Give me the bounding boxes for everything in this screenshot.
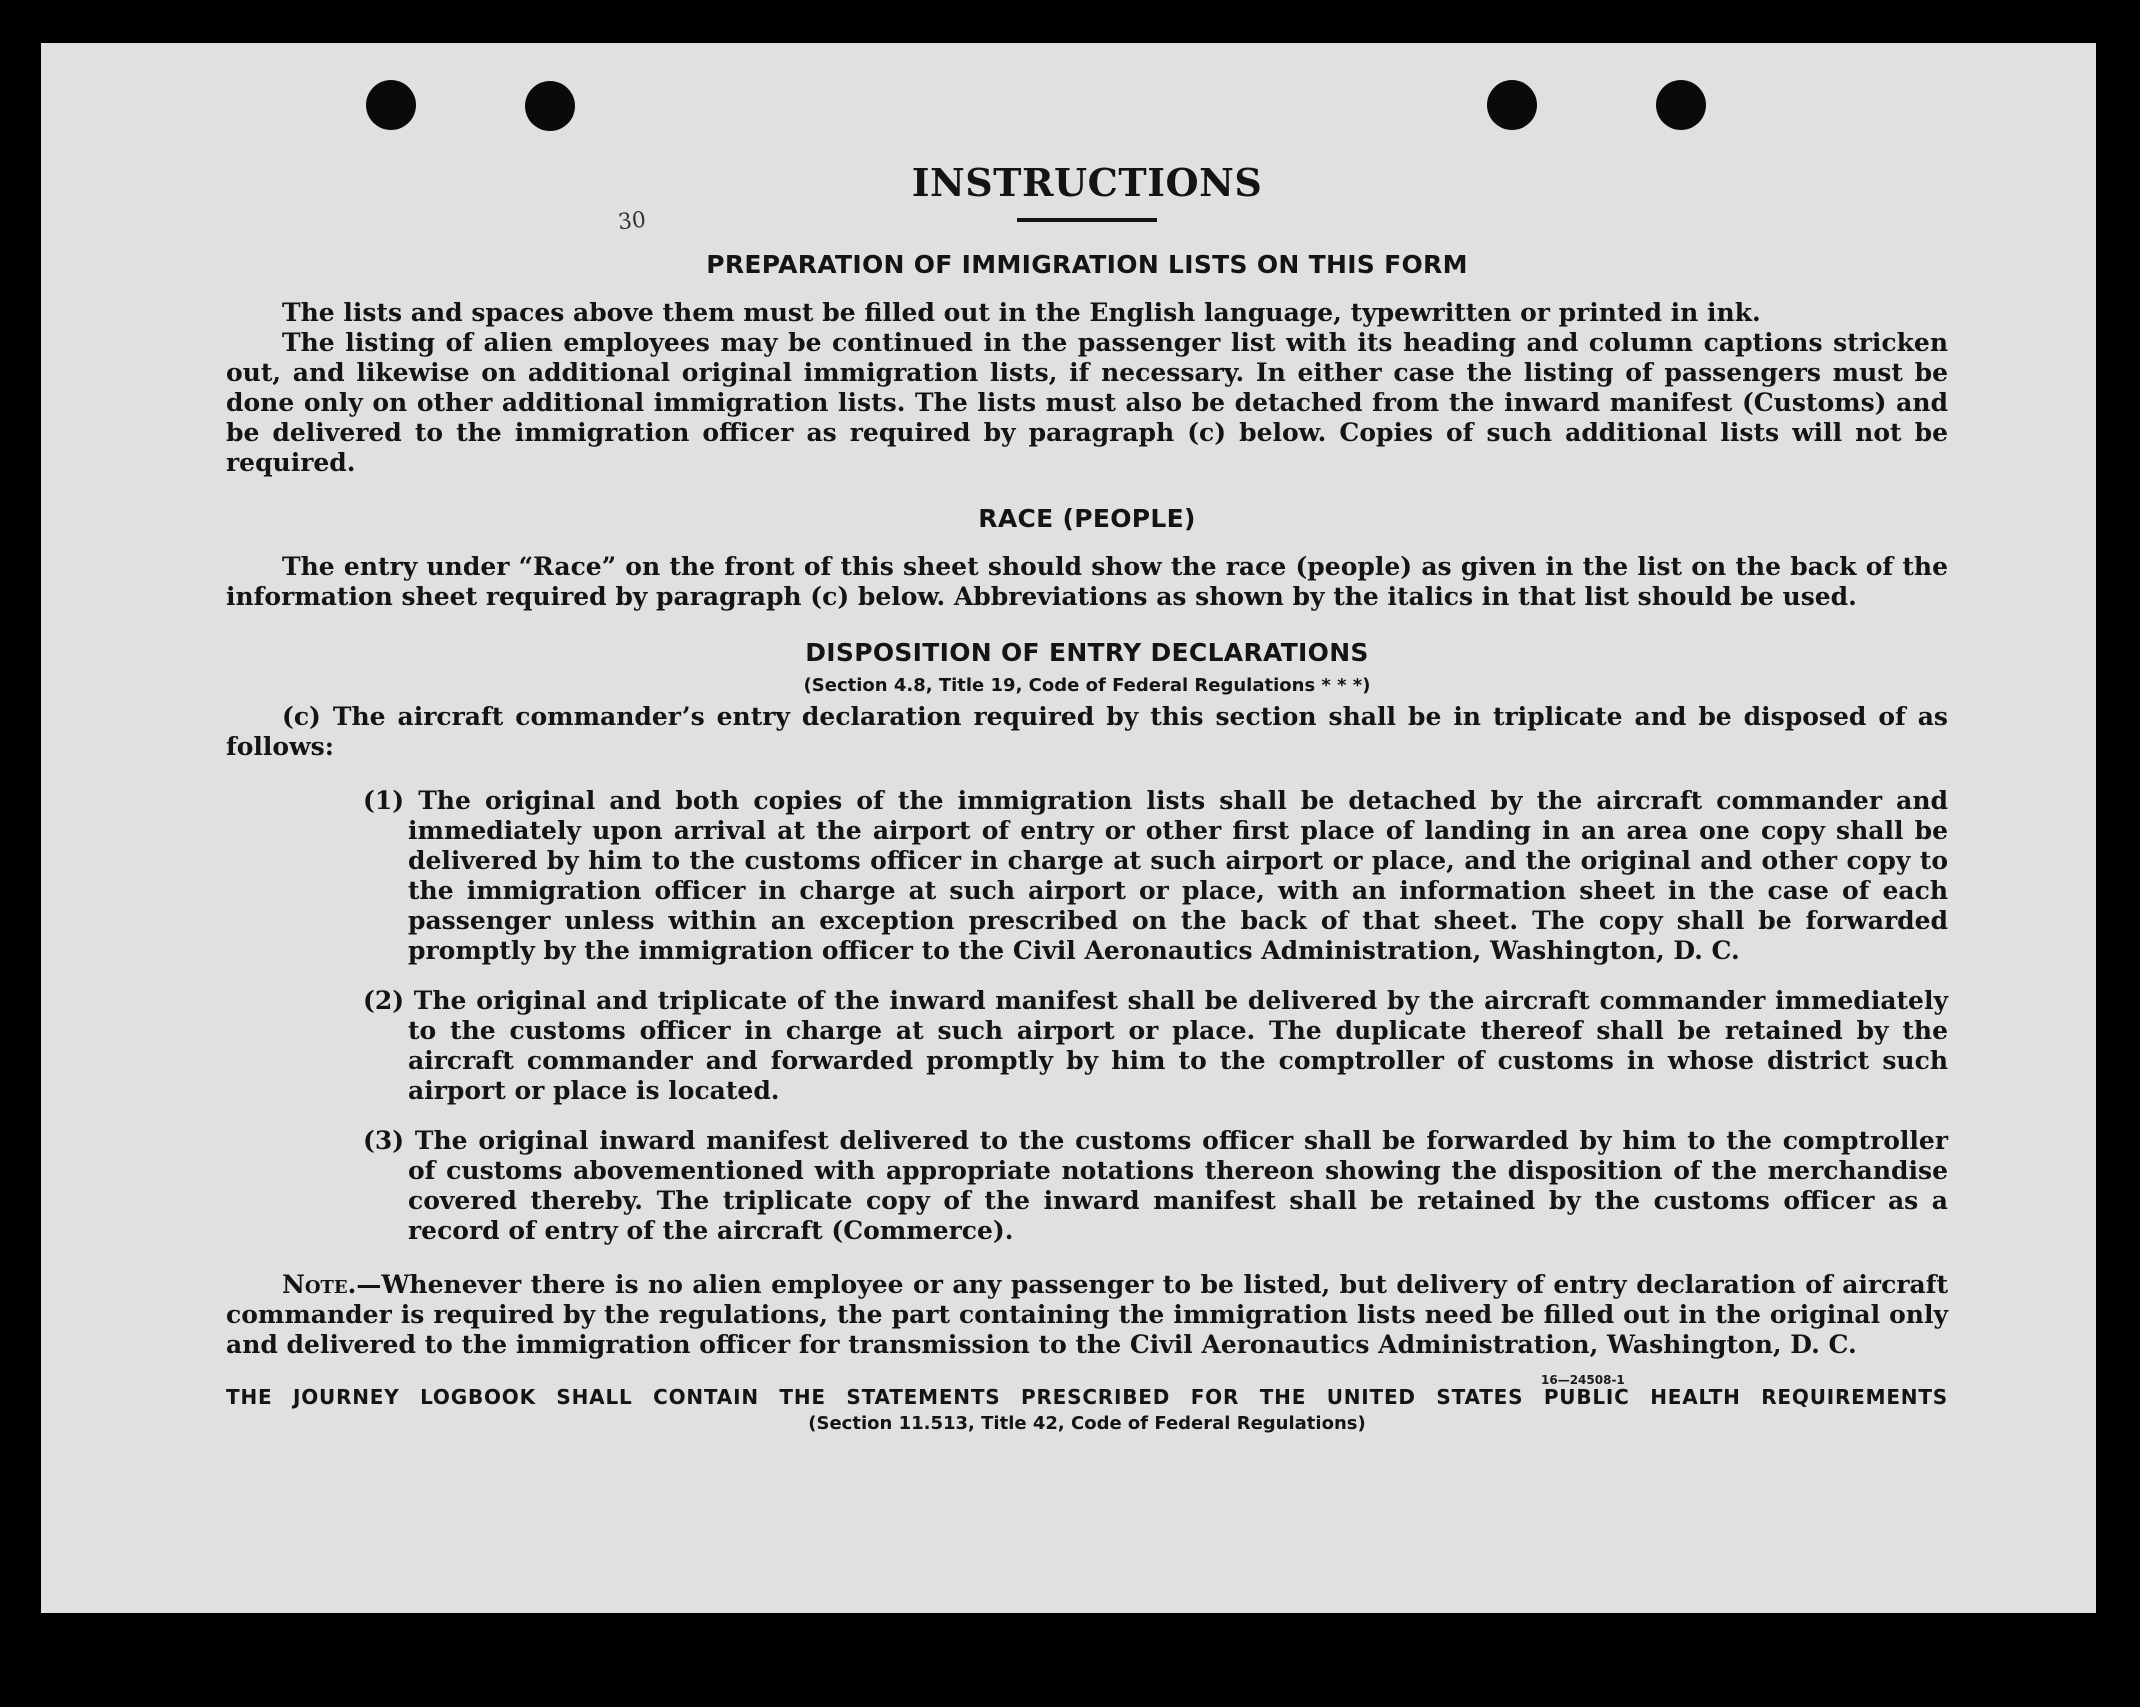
disposition-item-1: (1) The original and both copies of the immigration lists shall be detached by the aircraft commander and immediately upon arrival at the airport of entry or other first place of landing in an area one copy shall be delivered by him to the customs officer in charge at such airport or place, and the original and other copy to the immigration officer in charge at such airport or place, with an information sheet in the case of each passenger unless within an exception prescribed on the back of that sheet. The copy shall be forwarded promptly by the immigration officer to the Civil Aeronautics Administration, Washington, D. C.	[363, 786, 1948, 965]
form-code: 16—24508-1	[1541, 1373, 1625, 1387]
handwritten-mark: 30	[616, 207, 648, 236]
page-title: INSTRUCTIONS	[911, 160, 1263, 205]
document-page	[41, 43, 2096, 1613]
note-label: Note.	[282, 1270, 357, 1299]
preparation-paragraph-1: The lists and spaces above them must be filled out in the English language, typewritten or printed in ink.	[282, 298, 1761, 327]
disposition-reference: (Section 4.8, Title 19, Code of Federal Regulations * * *)	[803, 675, 1371, 696]
footer-statement: THE JOURNEY LOGBOOK SHALL CONTAIN THE STATEMENTS PRESCRIBED FOR THE UNITED STATES PUBLIC HEALTH REQUIREMENTS	[226, 1385, 1948, 1409]
disposition-intro: (c) The aircraft commander’s entry declaration required by this section shall be in triplicate and be disposed of as follows:	[226, 702, 1948, 761]
race-paragraph: The entry under “Race” on the front of this sheet should show the race (people) as given in the list on the back of the information sheet required by paragraph (c) below. Abbreviations as shown by the italics in that list should be used.	[226, 552, 1948, 611]
preparation-heading: PREPARATION OF IMMIGRATION LISTS ON THIS FORM	[706, 250, 1468, 279]
disposition-item-3: (3) The original inward manifest delivered to the customs officer shall be forwarded by him to the comptroller of customs abovementioned with appropriate notations thereon showing the disposition of the merchandise covered thereby. The triplicate copy of the inward manifest shall be retained by the customs officer as a record of entry of the aircraft (Commerce).	[363, 1126, 1948, 1245]
footer-reference: (Section 11.513, Title 42, Code of Federal Regulations)	[808, 1413, 1366, 1434]
note-text: —Whenever there is no alien employee or any passenger to be listed, but delivery of entry declaration of aircraft commander is required by the regulations, the part containing the immigration lists need be filled out in the original only and delivered to the immigration officer for transmission to the Civil Aeronautics Administration, Washington, D. C.	[226, 1270, 1948, 1359]
instructions-body	[226, 118, 1948, 1436]
title-underline	[1017, 218, 1157, 222]
disposition-heading: DISPOSITION OF ENTRY DECLARATIONS	[805, 638, 1369, 667]
disposition-item-2: (2) The original and triplicate of the inward manifest shall be delivered by the aircraft commander immediately to the customs officer in charge at such airport or place. The duplicate thereof shall be retained by the aircraft commander and forwarded promptly by him to the comptroller of customs in whose district such airport or place is located.	[363, 986, 1948, 1105]
preparation-paragraph-2: The listing of alien employees may be continued in the passenger list with its heading and column captions stricken out, and likewise on additional original immigration lists, if necessary. In either case the listing of passengers must be done only on other additional immigration lists. The lists must also be detached from the inward manifest (Customs) and be delivered to the immigration officer as required by paragraph (c) below. Copies of such additional lists will not be required.	[226, 328, 1948, 477]
race-heading: RACE (PEOPLE)	[978, 504, 1196, 533]
note-paragraph	[226, 1270, 1948, 1360]
